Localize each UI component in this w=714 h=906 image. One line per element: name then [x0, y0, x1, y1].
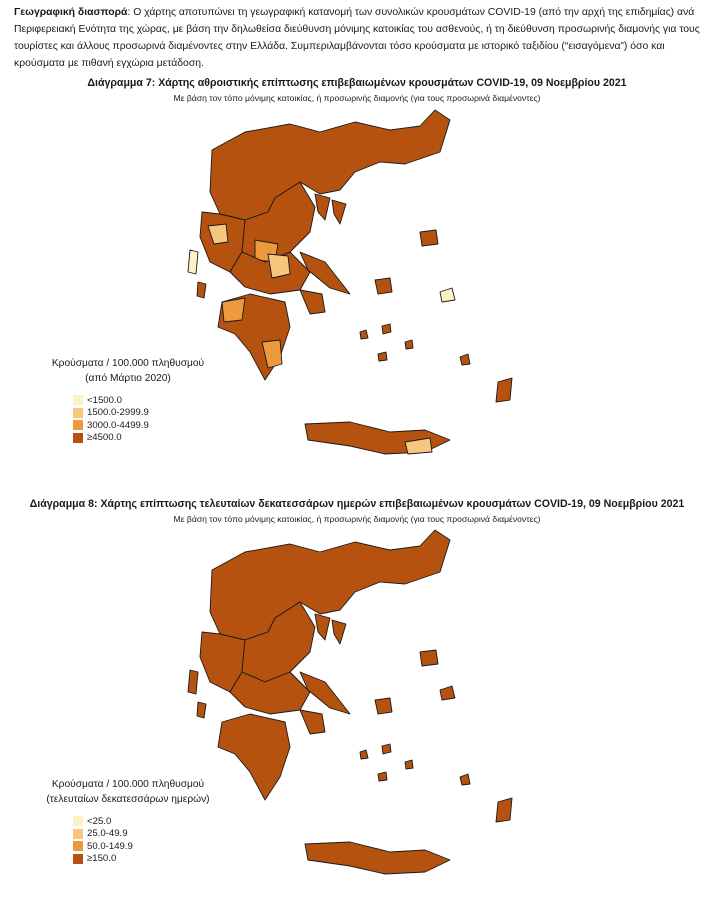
intro-label: Γεωγραφική διασπορά: [14, 7, 128, 18]
figure-8-legend: [28, 777, 228, 865]
legend-swatch: [73, 395, 83, 405]
figure-8-subtitle: Με βάση τον τόπο μόνιμης κατοικίας, ή προσωρινής διαμονής (για τους προσωρινά διαμένοντες): [173, 514, 541, 524]
legend-item: [73, 840, 228, 853]
legend-label: <25.0: [87, 815, 112, 827]
legend-label: 3000.0-4499.9: [87, 419, 149, 431]
legend-swatch: [73, 433, 83, 443]
legend-swatch: [73, 816, 83, 826]
legend-item: [73, 815, 228, 828]
legend-label: 1500.0-2999.9: [87, 407, 149, 419]
legend-title-2: (από Μάρτιο 2020): [85, 373, 171, 384]
intro-text: : Ο χάρτης αποτυπώνει τη γεωγραφική κατανομή των συνολικών κρουσμάτων COVID-19 (από την αρχή της επιδημίας) ανά Περιφερειακή Ενότητα της χώρας, με βάση την δηλωθείσα διεύθυνση μόνιμης κατοικίας του ασθενούς, ή τη διεύθυνση προσωρινής διαμονής για τους τουρίστες και άλλους προσωρινά διαμένοντες στην Ελλάδα. Συμπεριλαμβάνονται τόσο κρούσματα με ιστορικό ταξιδίου (“εισαγόμενα”) όσο και κρούσματα με πιθανή εγχώρια μετάδοση.: [14, 7, 700, 69]
legend-item: [73, 419, 228, 432]
figure-7-title: Διάγραμμα 7: Χάρτης αθροιστικής επίπτωσης επιβεβαιωμένων κρουσμάτων COVID-19, 09 Νοεμβρίου 2021: [87, 77, 627, 89]
legend-swatch: [73, 420, 83, 430]
legend-title-1: Κρούσματα / 100.000 πληθυσμού: [51, 779, 205, 790]
legend-label: 50.0-149.9: [87, 840, 133, 852]
legend-label: ≥4500.0: [87, 432, 122, 444]
figure-8-title: Διάγραμμα 8: Χάρτης επίπτωσης τελευταίων δεκατεσσάρων ημερών επιβεβαιωμένων κρουσμάτων COVID-19, 09 Νοεμβρίου 2021: [29, 498, 685, 510]
legend-swatch: [73, 408, 83, 418]
figure-7-legend: [28, 356, 228, 444]
legend-swatch: [73, 841, 83, 851]
legend-item: [73, 432, 228, 445]
legend-item: [73, 394, 228, 407]
legend-title-1: Κρούσματα / 100.000 πληθυσμού: [51, 358, 205, 369]
legend-title-2: (τελευταίων δεκατεσσάρων ημερών): [46, 794, 210, 805]
legend-item: [73, 828, 228, 841]
legend-label: 25.0-49.9: [87, 828, 128, 840]
legend-label: <1500.0: [87, 394, 122, 406]
figure-7-subtitle: Με βάση τον τόπο μόνιμης κατοικίας, ή προσωρινής διαμονής (για τους προσωρινά διαμένοντες): [173, 93, 541, 103]
legend-label: ≥150.0: [87, 853, 117, 865]
intro-paragraph: [14, 4, 704, 72]
legend-item: [73, 407, 228, 420]
legend-item: [73, 853, 228, 866]
legend-swatch: [73, 854, 83, 864]
legend-swatch: [73, 829, 83, 839]
